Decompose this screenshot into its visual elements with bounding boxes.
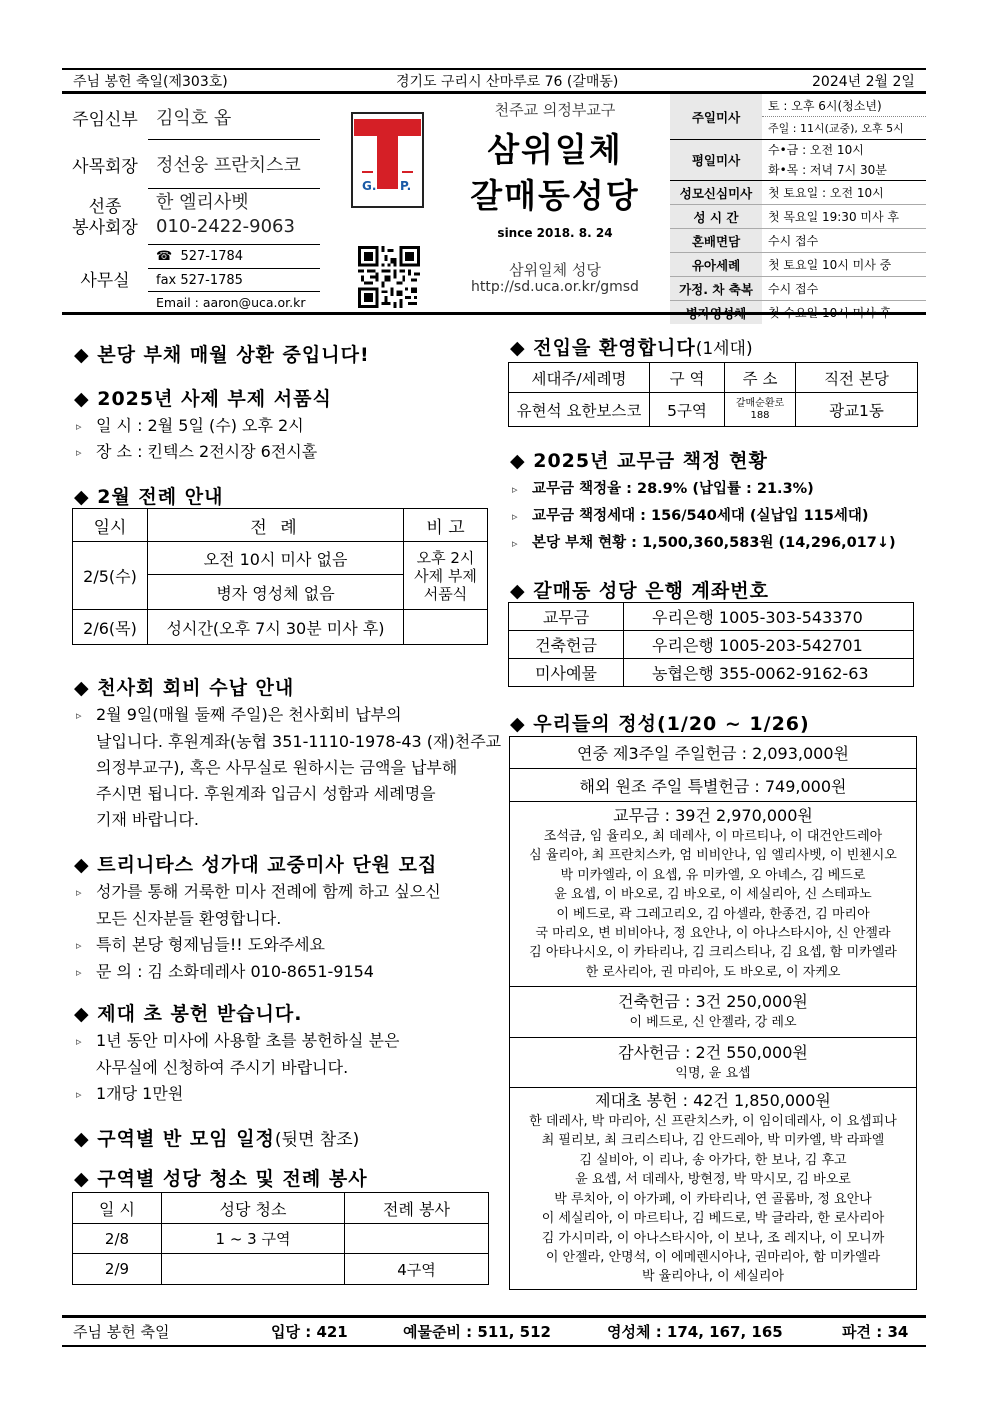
- liturgy-item: 오전 10시 미사 없음: [148, 542, 404, 575]
- liturgy-item: 성시간(오후 7시 30분 미사 후): [148, 610, 404, 645]
- ordination-heading: ◆ 2025년 사제 부제 서품식: [74, 388, 332, 410]
- offering-names: 익명, 윤 요셉: [675, 1065, 751, 1081]
- account-label: 미사예물: [509, 659, 624, 687]
- triangle-bullet-icon: ▹: [512, 483, 518, 496]
- header-top-rule: [62, 68, 926, 70]
- schedule-value: 수시 접수: [762, 277, 926, 301]
- footer-stat-dismissal: 파견 : 34: [842, 1323, 909, 1341]
- account-label: 교무금: [509, 603, 624, 631]
- table-header: 비 고: [404, 509, 488, 542]
- liturgy-date: 2/5(수): [73, 542, 148, 610]
- table-cell: 2/8: [73, 1224, 162, 1254]
- schedule-value: 토 : 오후 6시(청소년): [762, 94, 926, 117]
- account-number: 농협은행 355-0062-9162-63: [624, 659, 914, 687]
- triangle-bullet-icon: ▹: [76, 1088, 82, 1101]
- offering-head: 건축헌금 : 3건 250,000원: [618, 992, 808, 1012]
- staff-name: 정선웅 프란치스코: [156, 155, 301, 176]
- since-label: since 2018. 8. 24: [497, 226, 613, 240]
- schedule-label: 유아세례: [670, 253, 762, 277]
- schedule-value: 수•금 : 오전 10시: [768, 142, 864, 157]
- footer-title: 주님 봉헌 축일: [73, 1323, 170, 1341]
- offering-head: 감사헌금 : 2건 550,000원: [618, 1042, 808, 1062]
- diamond-icon: ◆: [510, 713, 534, 735]
- table-header: 일시: [73, 509, 148, 542]
- offering-head: 교무금 : 39건 2,970,000원: [613, 806, 813, 825]
- parish-logo: [350, 111, 425, 209]
- liturgy-item: 병자 영성체 없음: [148, 575, 404, 610]
- diamond-icon: ◆: [510, 337, 534, 359]
- table-cell: 4구역: [345, 1254, 489, 1285]
- triangle-bullet-icon: ▹: [76, 939, 82, 952]
- diamond-icon: ◆: [74, 1128, 98, 1150]
- office-email: Email : aaron@uca.or.kr: [156, 295, 306, 310]
- table-cell: 유현석 요한보스코: [509, 393, 650, 427]
- table-cell: 1 ~ 3 구역: [162, 1224, 345, 1254]
- ordination-item: ▹ 장 소 : 킨텍스 2전시장 6전시홀: [76, 439, 317, 466]
- staff-role: 선종 봉사회장: [72, 197, 138, 238]
- cleaning-heading: ◆ 구역별 성당 청소 및 전례 봉사: [74, 1168, 368, 1190]
- diamond-icon: ◆: [74, 677, 98, 699]
- phone-icon: ☎: [156, 249, 173, 264]
- table-cell: 갈매순환로 188: [725, 393, 796, 427]
- schedule-value: 주일 : 11시(교중), 오후 5시: [762, 117, 926, 140]
- bank-table: [508, 602, 914, 687]
- schedule-label: 주일미사: [670, 94, 762, 140]
- triangle-bullet-icon: ▹: [76, 446, 82, 459]
- diamond-icon: ◆: [74, 388, 98, 410]
- offering-names: 조석금, 임 율리오, 최 데레사, 이 마르티나, 이 대건안드레아 심 율리아, 최 프란치스카, 엄 비비안나, 임 엘리사벳, 이 빈첸시오 박 미카엘라, 이 요셉, 유 미카엘, 오 아녜스, 김 베드로 윤 요셉, 이 바오로, 김 바오로, 이 세실리아, 신 스테파노 이 베드로, 곽 그레고리오, 김 아셀라, 한종건, 김 마리아 국 마리오, 변 비비아나, 정 요안나, 이 아나스타시아, 신 안젤라 김 아타나시오, 이 카타리나, 김 크리스티나, 김 요셉, 함 미카엘라 한 로사리아, 권 마리아, 도 바오로, 이 자케오: [529, 829, 897, 980]
- staff-block: [62, 94, 320, 314]
- liturgy-table: [72, 508, 488, 645]
- liturgy-date: 2/6(목): [73, 610, 148, 645]
- date-label: 2024년 2월 2일: [812, 74, 915, 90]
- choir-heading: ◆ 트리니타스 성가대 교중미사 단원 모집: [74, 854, 438, 876]
- diamond-icon: ◆: [510, 580, 534, 602]
- diamond-icon: ◆: [74, 344, 98, 366]
- table-header: 일 시: [73, 1193, 162, 1224]
- bank-heading: ◆ 갈매동 성당 은행 계좌번호: [510, 580, 769, 602]
- table-header: 세대주/세례명: [509, 363, 650, 393]
- account-number: 우리은행 1005-303-543370: [624, 603, 914, 631]
- site-url[interactable]: http://sd.uca.or.kr/gmsd: [471, 279, 639, 295]
- ordination-item: ▹ 일 시 : 2월 5일 (수) 오후 2시: [76, 413, 304, 440]
- table-header: 전례 봉사: [345, 1193, 489, 1224]
- footer-stat-communion: 영성체 : 174, 167, 165: [607, 1323, 783, 1341]
- welcome-table: [508, 362, 918, 427]
- schedule-label: 성 시 간: [670, 205, 762, 229]
- staff-name: 김익호 옵: [156, 108, 232, 129]
- table-header: 주 소: [725, 363, 796, 393]
- office-label: 사무실: [80, 271, 130, 291]
- diamond-icon: ◆: [74, 1003, 98, 1025]
- offerings-heading: ◆ 우리들의 정성(1/20 ~ 1/26): [510, 713, 810, 735]
- dues-list: ▹ 교무금 책정율 : 28.9% (납입률 : 21.3%) ▹ 교무금 책정세대 : 156/540세대 (실납입 115세대) ▹ 본당 부채 현황 : 1,500,360,583원 (14,296,017↓): [512, 476, 896, 557]
- triangle-bullet-icon: ▹: [76, 709, 82, 722]
- table-header: 성당 청소: [162, 1193, 345, 1224]
- triangle-bullet-icon: ▹: [512, 537, 518, 550]
- table-cell: 광교1동: [796, 393, 918, 427]
- table-header: 구 역: [650, 363, 725, 393]
- site-name: 삼위일체 성당: [509, 261, 601, 279]
- district-heading: ◆ 구역별 반 모임 일정(뒷면 참조): [74, 1128, 360, 1150]
- schedule-value: 첫 토요일 10시 미사 중: [762, 253, 926, 277]
- diocese-label: 천주교 의정부교구: [494, 101, 616, 119]
- table-header: 직전 본당: [796, 363, 918, 393]
- qr-code-icon[interactable]: [358, 246, 420, 308]
- logo-letter: G.: [362, 179, 377, 193]
- footer-bottom-rule: [62, 1345, 926, 1347]
- liturgy-note: 오후 2시 사제 부제 서품식: [404, 542, 488, 610]
- liturgy-note: [404, 610, 488, 645]
- office-fax: fax 527-1785: [156, 273, 243, 288]
- triangle-bullet-icon: ▹: [76, 966, 82, 979]
- account-number: 우리은행 1005-203-542701: [624, 631, 914, 659]
- staff-role: 사목회장: [72, 157, 138, 177]
- offering-names: 이 베드로, 신 안젤라, 강 레오: [629, 1015, 797, 1031]
- parish-title-line1: 삼위일체: [487, 130, 623, 169]
- schedule-label: 평일미사: [670, 140, 762, 181]
- issue-label: 주님 봉헌 축일(제303호): [73, 74, 228, 90]
- address-label: 경기도 구리시 산마루로 76 (갈매동): [396, 74, 619, 90]
- office-phone: ☎ 527-1784: [156, 249, 244, 264]
- footer-top-rule: [62, 1315, 926, 1318]
- diamond-icon: ◆: [510, 450, 534, 472]
- triangle-bullet-icon: ▹: [76, 1035, 82, 1048]
- footer-stat-offertory: 예물준비 : 511, 512: [403, 1323, 551, 1341]
- masthead-bottom-rule: [62, 312, 926, 315]
- table-cell: 5구역: [650, 393, 725, 427]
- footer-stat-entrance: 입당 : 421: [271, 1323, 348, 1341]
- offerings-table: [509, 736, 917, 1290]
- cleaning-table: [72, 1192, 489, 1285]
- liturgy-heading: ◆ 2월 전례 안내: [74, 486, 224, 508]
- angel-text: ▹ 2월 9일(매월 둘째 주일)은 천사회비 납부의 날입니다. 후원계좌(농협 351-1110-1978-43 (재)천주교 의정부교구), 혹은 사무실로 원하시는 금액을 납부해 주시면 됩니다. 후원계좌 입금시 성함과 세례명을 기재 바랍니다.: [76, 705, 502, 829]
- dues-heading: ◆ 2025년 교무금 책정 현황: [510, 450, 768, 472]
- angel-heading: ◆ 천사회 회비 수납 안내: [74, 677, 295, 699]
- candle-heading: ◆ 제대 초 봉헌 받습니다.: [74, 1003, 303, 1025]
- diamond-icon: ◆: [74, 854, 98, 876]
- parish-title-line2: 갈매동성당: [470, 176, 640, 215]
- choir-text: ▹ 성가를 통해 거룩한 미사 전례에 함께 하고 싶으신 모든 신자분들 환영합니다. ▹ 특히 본당 형제님들!! 도와주세요 ▹ 문 의 : 김 소화데레사 010-8651-9154: [76, 879, 441, 986]
- diamond-icon: ◆: [74, 486, 98, 508]
- offering-head: 해외 원조 주일 특별헌금 : 749,000원: [510, 769, 917, 802]
- logo-letter: P.: [400, 179, 412, 193]
- table-header: 전 례: [148, 509, 404, 542]
- schedule-label: 가정. 차 축복: [670, 277, 762, 301]
- diamond-icon: ◆: [74, 1168, 98, 1190]
- schedule-value: 첫 토요일 : 오전 10시: [762, 181, 926, 205]
- table-cell: [162, 1254, 345, 1285]
- triangle-bullet-icon: ▹: [76, 886, 82, 899]
- offering-names: 한 데레사, 박 마리아, 신 프란치스카, 이 임이데레사, 이 요셉피나 최 필리보, 최 크리스티나, 김 안드레아, 박 미카엘, 박 라파엘 김 실비아, 이 리나, 송 아가다, 한 보나, 김 후고 윤 요셉, 서 데레사, 방현정, 박 막시모, 김 바오로 박 루치아, 이 아가페, 이 카타리나, 연 골롬바, 정 요안나 이 세실리아, 이 마르티나, 김 베드로, 박 글라라, 한 로사리아 김 가시미라, 이 아나스타시아, 이 보나, 조 레지나, 이 모니까 이 안젤라, 안명석, 이 에메렌시아나, 권마리아, 함 미카엘라 박 율리아나, 이 세실리아: [529, 1114, 897, 1285]
- mass-schedule: [670, 94, 926, 324]
- staff-name: 한 엘리사벳 010-2422-9063: [156, 192, 295, 237]
- welcome-heading: ◆ 전입을 환영합니다(1세대): [510, 337, 753, 359]
- candle-text: ▹ 1년 동안 미사에 사용할 초를 봉헌하실 분은 사무실에 신청하여 주시기 바랍니다. ▹ 1개당 1만원: [76, 1028, 399, 1108]
- triangle-bullet-icon: ▹: [512, 510, 518, 523]
- staff-role: 주임신부: [72, 110, 138, 130]
- table-cell: 2/9: [73, 1254, 162, 1285]
- schedule-value: 수시 접수: [762, 229, 926, 253]
- cross-logo-icon: [350, 111, 425, 209]
- schedule-label: 성모신심미사: [670, 181, 762, 205]
- schedule-value: 첫 목요일 19:30 미사 후: [762, 205, 926, 229]
- offering-head: 연중 제3주일 주일헌금 : 2,093,000원: [510, 737, 917, 769]
- debt-heading: ◆ 본당 부채 매월 상환 중입니다!: [74, 344, 370, 366]
- schedule-value: 화•목 : 저녁 7시 30분: [762, 160, 926, 181]
- schedule-label: 혼배면담: [670, 229, 762, 253]
- offering-head: 제대초 봉헌 : 42건 1,850,000원: [595, 1091, 831, 1111]
- triangle-bullet-icon: ▹: [76, 420, 82, 433]
- table-cell: [345, 1224, 489, 1254]
- account-label: 건축헌금: [509, 631, 624, 659]
